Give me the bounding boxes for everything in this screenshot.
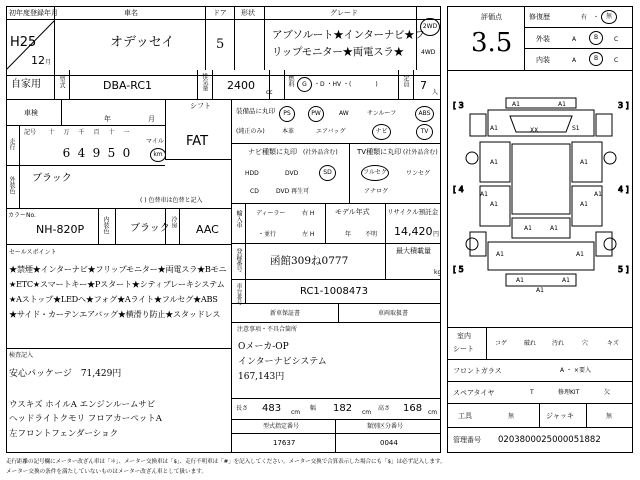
- sales-points-label: セールスポイント: [9, 249, 57, 256]
- exterior-note: ( ) 色替車は色替と記入: [140, 197, 203, 204]
- sales-point-3: ★Aストップ★LEDヘ★フォグ★Aライト★フルセグ★ABS: [9, 294, 218, 304]
- seat-burn: コゲ: [495, 340, 508, 347]
- inspector-line-3: ウスキズ ホイルA エンジンルームサビ: [9, 400, 156, 410]
- inspection-year-unit: 年: [104, 115, 111, 123]
- inspection-month-unit: 月: [148, 115, 155, 123]
- displacement-label: 排気量: [201, 73, 208, 91]
- exterior-grade-label: 外装: [536, 35, 550, 43]
- equip-leather: 本革: [282, 128, 295, 135]
- door-count: 5: [216, 37, 225, 52]
- svg-text:5 ]: 5 ]: [618, 265, 629, 274]
- diag-label-17: A1: [594, 191, 602, 198]
- color-no: NH-820P: [36, 223, 85, 236]
- interior-grade-c: C: [614, 57, 619, 64]
- diag-label-2: A1: [558, 101, 566, 108]
- model: DBA-RC1: [103, 79, 153, 92]
- mileage-digits: 6 4 9 5 0: [62, 146, 131, 160]
- inspection-label: 車検: [24, 109, 38, 117]
- seats-label-2: シート: [453, 345, 474, 353]
- seats-label-1: 室内: [457, 332, 471, 340]
- exterior-grade-b: B: [589, 31, 603, 45]
- chassis-number: RC1-1008473: [300, 286, 368, 297]
- shape-label: 形状: [241, 9, 255, 17]
- diag-label-6: A1: [490, 159, 498, 166]
- diag-label-13: A1: [576, 251, 584, 258]
- svg-text:[ 3: [ 3: [453, 101, 464, 110]
- car-name-label: 車名: [124, 9, 138, 17]
- note-line-3: 167,143円: [238, 372, 285, 382]
- reg-year: H25: [10, 35, 37, 50]
- sales-point-1: ★禁煙★インターナビ★フリップモニター★両電スラ★Bモニ: [9, 264, 227, 274]
- diag-label-10: A1: [524, 225, 532, 232]
- model-year-label: モデル年式: [335, 208, 370, 216]
- exterior-grade-a: A: [572, 36, 577, 43]
- chassis-label: 車台番号: [235, 283, 242, 305]
- registration-label: 登録番号: [235, 248, 242, 272]
- navi-dvd: DVD: [285, 170, 299, 177]
- capacity-unit: 人: [432, 89, 439, 96]
- tv-fullseg: フルセグ: [361, 165, 389, 181]
- fuel-label: 燃料: [287, 75, 294, 87]
- seat-tear: 破れ: [524, 340, 537, 347]
- car-name: オデッセイ: [110, 35, 175, 50]
- diag-label-12: A1: [496, 251, 504, 258]
- exterior-grade-c: C: [614, 36, 619, 43]
- interior-color: ブラック: [130, 223, 170, 234]
- import-dealer: ディーラー: [256, 210, 286, 217]
- import-label: 輸入車: [235, 210, 242, 228]
- mgmt-label: 管理番号: [453, 436, 481, 444]
- first-reg-label: 初年度登録年月: [9, 9, 58, 17]
- diag-label-1: A1: [512, 101, 520, 108]
- seat-hole: 穴: [582, 340, 589, 347]
- equip-abs: ABS: [415, 106, 434, 122]
- reg-month: 12: [31, 54, 45, 67]
- reg-month-unit: 月: [45, 59, 52, 66]
- note-line-1: Oメーカ-OP: [238, 342, 289, 352]
- spare-missing: 欠: [604, 389, 611, 396]
- exterior-label: 外装色: [8, 176, 15, 194]
- equipment-label: 装備品に丸印: [236, 107, 275, 115]
- model-year-unknown: 不明: [365, 231, 378, 238]
- equip-ps: PS: [279, 106, 295, 122]
- drive-4wd: 4WD: [421, 49, 436, 56]
- svg-text:[ 5: [ 5: [453, 265, 464, 274]
- fuel-g-circle: G: [297, 77, 312, 92]
- score: 3.5: [471, 28, 513, 58]
- length-unit: cm: [291, 409, 301, 416]
- sales-point-4: ★サイド・カーテンエアバッグ★横滑り防止★スタッドレス: [9, 309, 221, 319]
- equip-airbag: エアバッグ: [316, 128, 346, 135]
- diag-label-3: XX: [530, 127, 539, 134]
- navi-note: (社外品含む): [303, 149, 338, 156]
- fuel-other: ・D ・HV ・( ): [314, 81, 378, 88]
- equip-tv: TV: [416, 124, 433, 140]
- import-left: 左 H: [302, 231, 315, 238]
- width-label: 幅: [310, 405, 317, 412]
- ac-value: AAC: [196, 223, 219, 236]
- cc-unit: cc: [266, 89, 273, 96]
- navi-dvd-play: DVD 再生可: [276, 188, 310, 195]
- color-no-label: カラーNo.: [8, 212, 36, 219]
- note-line-2: インターナビシステム: [238, 357, 327, 367]
- record-label: 記号: [24, 129, 37, 136]
- svg-text:3 ]: 3 ]: [618, 101, 629, 110]
- length-label: 長さ: [236, 405, 249, 412]
- equip-sunroof: サンルーフ: [367, 110, 397, 117]
- interior-grade-a: A: [572, 57, 577, 64]
- vehicle-manual: 車両取扱書: [378, 310, 409, 317]
- new-car-warranty: 新車保証書: [270, 310, 301, 317]
- inspector-line-5: 左フロントフェンダーショク: [9, 429, 119, 439]
- interior-grade-label: 内装: [536, 56, 550, 64]
- recycle-yen: 円: [433, 231, 440, 238]
- jack-label: ジャッキ: [546, 412, 574, 420]
- front-glass-value: A ・ ×要入: [560, 367, 591, 374]
- class-no: 0044: [380, 439, 398, 447]
- tv-label: TV種類に丸印: [357, 148, 402, 156]
- tv-note: (社外品含む): [403, 149, 438, 156]
- equip-pw: PW: [308, 106, 324, 122]
- tools-value: 無: [508, 413, 515, 420]
- diag-label-16: A1: [480, 191, 488, 198]
- max-load-label: 最大積載量: [396, 247, 431, 255]
- displacement: 2400: [227, 79, 255, 92]
- shift-label: シフト: [190, 102, 211, 110]
- mgmt-number: 0203800025000051882: [498, 435, 601, 445]
- equipment-sub-label: (純正のみ): [236, 128, 265, 135]
- interior-color-label: 内装色: [102, 216, 109, 234]
- navi-sd: SD: [319, 165, 336, 181]
- recycle-value: 14,420: [394, 225, 433, 238]
- seat-stain: 汚れ: [552, 340, 565, 347]
- class-no-label: 類別区分番号: [367, 423, 404, 430]
- tv-oneseg: ワンセグ: [406, 170, 431, 177]
- inspector-label: 検査記入: [9, 352, 34, 359]
- diag-label-5: S1: [572, 125, 580, 132]
- height-label: 高さ: [378, 405, 391, 412]
- inspector-line-4: ヘッドライトクモリ フロアカーペットA: [9, 414, 162, 424]
- import-right: 右 H: [302, 210, 315, 217]
- footer-line-1: 走行距離の記号欄にメーター改ざん車は「＊」、メーター交換車は「$」、走行不明車は「#」を記入してください。メーター交換で合算表示した場合にも「$」は必ず記入します。: [6, 459, 446, 465]
- grade-label: グレード: [330, 9, 358, 17]
- car-damage-diagram: [450, 92, 632, 322]
- front-glass-label: フロントガラス: [453, 367, 502, 375]
- model-label: 型式: [58, 76, 65, 88]
- repair-dot: ・: [593, 14, 600, 21]
- navi-cd: CD: [250, 188, 259, 195]
- navi-label: ナビ種類に丸印: [248, 148, 297, 156]
- exterior-color: ブラック: [32, 173, 72, 184]
- width-value: 182: [333, 403, 353, 414]
- tools-label: 工具: [458, 412, 472, 420]
- repair-yes: 有: [581, 14, 588, 21]
- type-no: 17637: [273, 439, 296, 447]
- capacity: 7: [420, 79, 427, 92]
- equip-aw: AW: [339, 110, 349, 117]
- drive-2wd-circle: 2WD: [420, 18, 440, 36]
- diag-label-4: A1: [490, 125, 498, 132]
- mileage-unit-labels: 十 万 千 百 十 一: [48, 129, 130, 136]
- model-year-unit: 年: [345, 231, 352, 238]
- seat-scratch: キズ: [607, 340, 619, 347]
- tv-analog: アナログ: [364, 188, 389, 195]
- mileage-label: 走行: [8, 138, 15, 150]
- spare-label: スペアタイヤ: [453, 389, 495, 397]
- svg-text:4 ]: 4 ]: [618, 185, 629, 194]
- svg-text:[ 4: [ 4: [453, 185, 464, 194]
- height-value: 168: [403, 403, 423, 414]
- spare-kit: 修理KIT: [558, 389, 580, 396]
- diag-label-7: A1: [580, 159, 588, 166]
- km-circle: km: [150, 148, 166, 162]
- width-unit: cm: [362, 409, 372, 416]
- grade-line1: アブソルート★インターナビ★フ: [272, 29, 425, 41]
- repair-label: 修復歴: [529, 13, 550, 21]
- score-label: 評価点: [481, 13, 502, 21]
- interior-grade-b: B: [589, 52, 603, 66]
- diag-label-18: A1: [536, 287, 544, 294]
- grade-line2: リップモニター★両電スラ★: [272, 46, 404, 58]
- diag-label-15: A1: [562, 277, 570, 284]
- capacity-label: 定員: [402, 75, 409, 87]
- diag-label-11: A1: [550, 225, 558, 232]
- repair-no-circle: 無: [601, 10, 617, 24]
- ac-label: 冷房: [170, 216, 177, 228]
- mile-label: マイル: [146, 138, 164, 145]
- notes-label: 注意事項・不具合箇所: [237, 326, 298, 333]
- diag-label-9: A1: [580, 201, 588, 208]
- navi-hdd: HDD: [245, 170, 259, 177]
- inspector-line-1: 安心パッケージ 71,429円: [9, 369, 122, 379]
- equip-navi: ナビ: [372, 124, 391, 140]
- sales-point-2: ★ETC★スマートキー★Pスタート★シティブレーキシステム: [9, 279, 225, 289]
- length-value: 483: [262, 403, 282, 414]
- jack-value: 無: [606, 413, 613, 420]
- footer-line-2: メーター交換の条件を満たしていないものはメーター改ざん車として扱います。: [6, 469, 207, 475]
- door-label: ドア: [213, 9, 227, 17]
- spare-t: T: [530, 389, 534, 396]
- import-parallel: ・並行: [258, 231, 277, 238]
- diag-label-8: A1: [490, 201, 498, 208]
- type-no-label: 型式指定番号: [263, 423, 300, 430]
- recycle-label: リサイクル預託金: [387, 208, 439, 216]
- diag-label-14: A1: [516, 277, 524, 284]
- registration-number: 函館309ね0777: [270, 255, 349, 267]
- use-type: 自家用: [11, 79, 41, 90]
- max-load-unit: kg: [434, 269, 442, 276]
- height-unit: cm: [428, 409, 438, 416]
- shift: FAT: [186, 134, 209, 149]
